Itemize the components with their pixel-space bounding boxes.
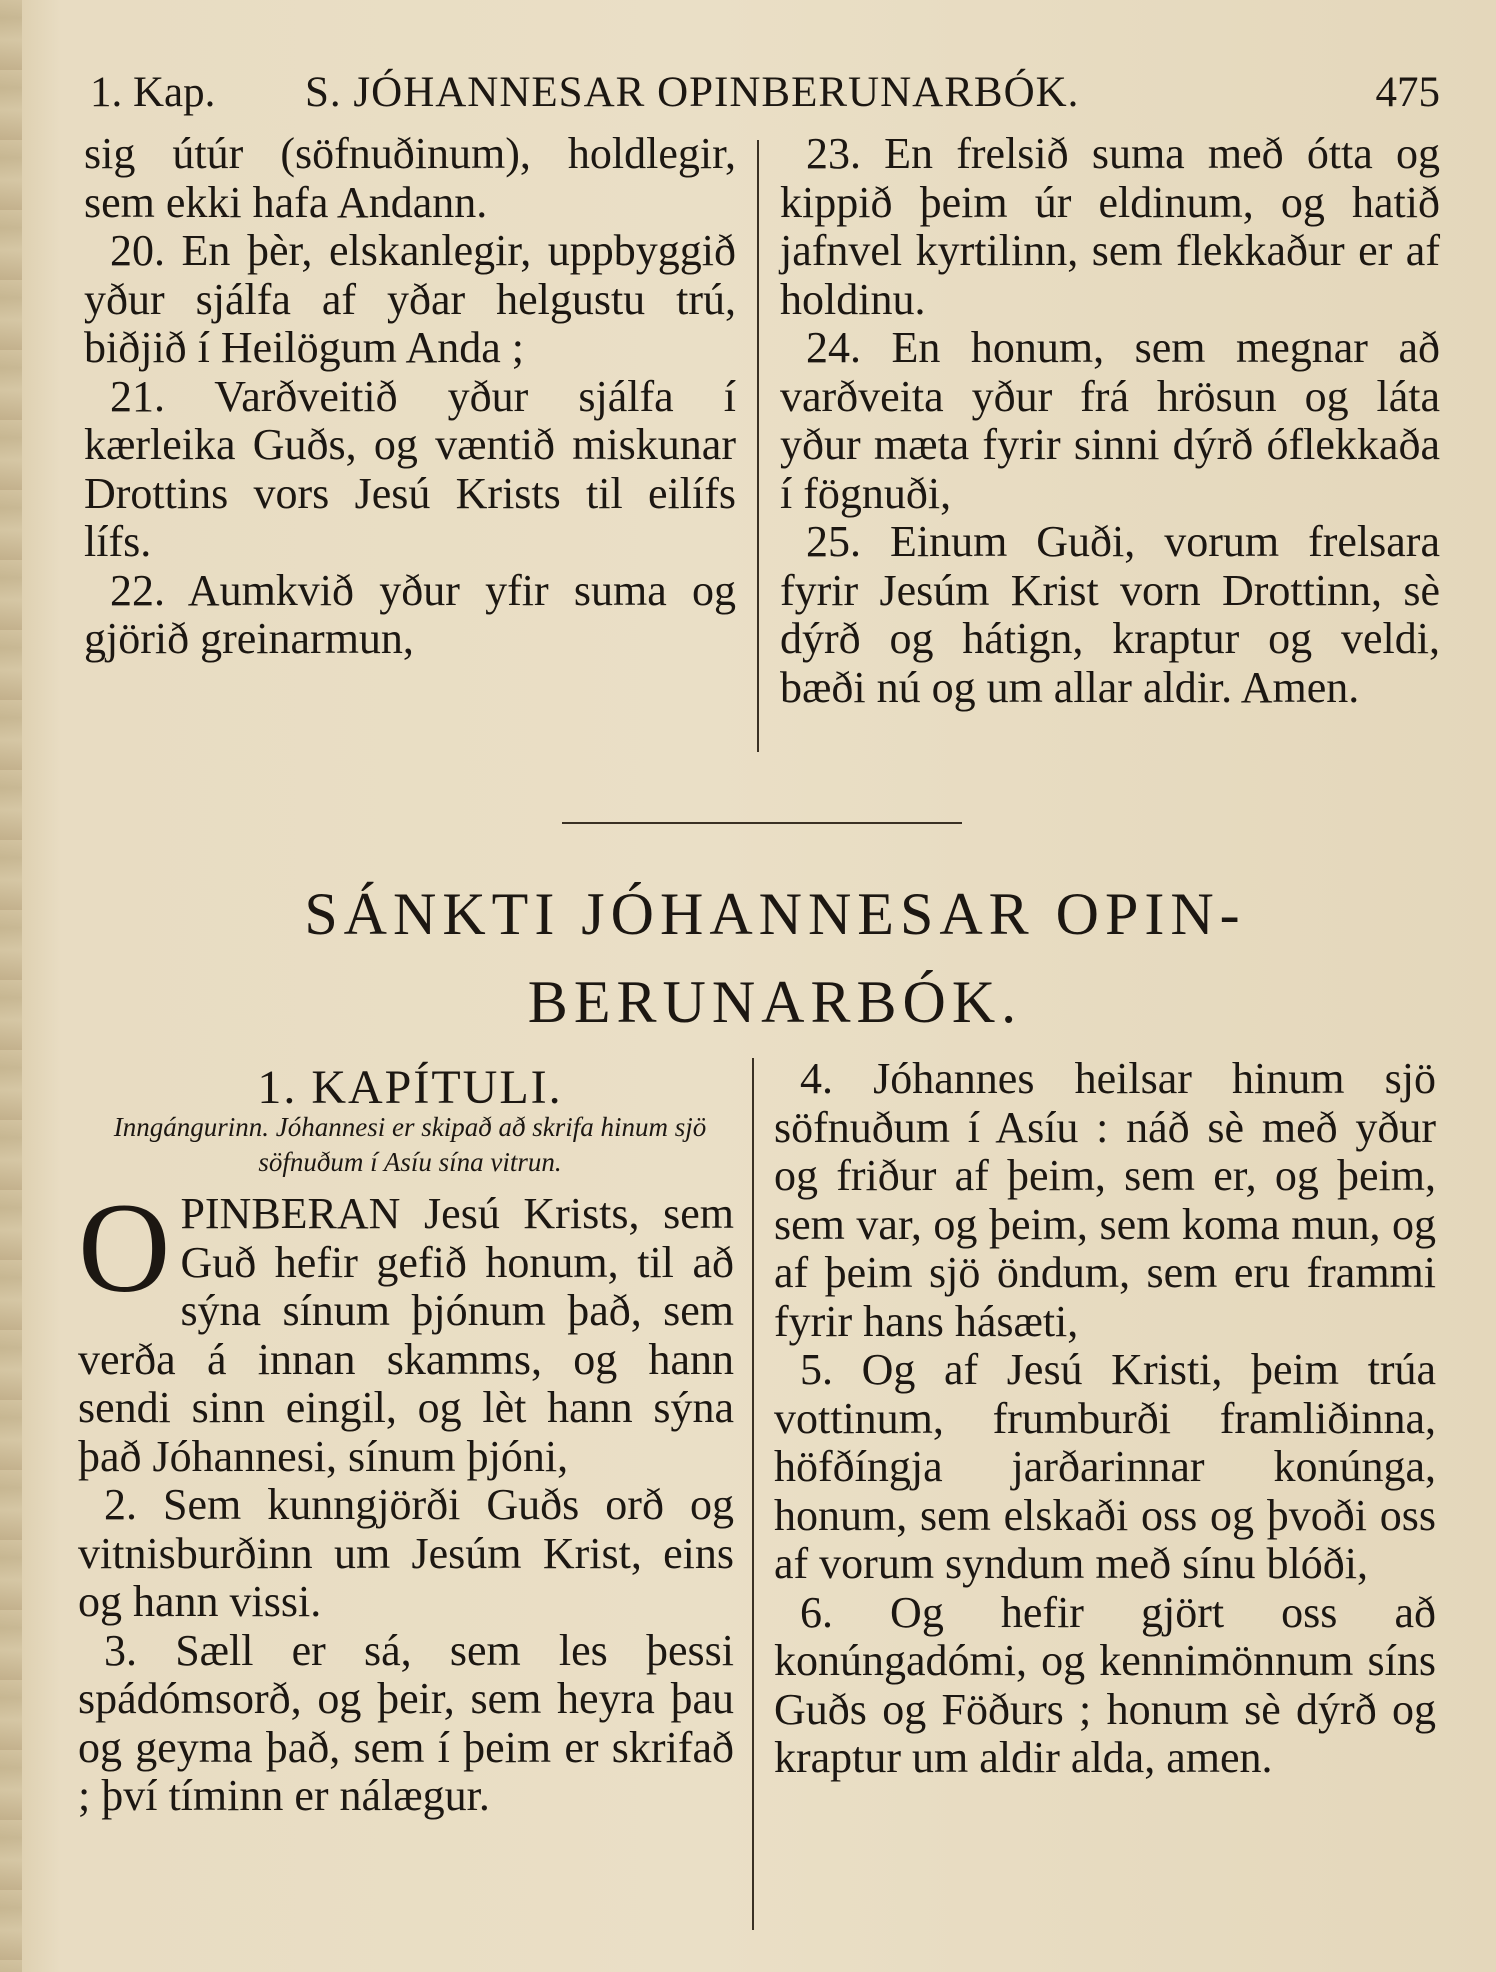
chapter-heading: 1. KAPÍTULI. <box>257 1061 563 1114</box>
verse-1-text: PINBERAN Jesú Krists, sem Guð hefir gefið honum, til að sýna sínum þjónum það, sem verða á innan skamms, og hann sendi sinn eingil, og lèt hann sýna það Jóhannesi, sínum þjóni, <box>78 1189 734 1481</box>
header-chapter: 1. Kap. <box>90 69 216 116</box>
drop-cap: O <box>78 1177 171 1319</box>
binding-edge <box>0 0 22 1972</box>
running-head <box>90 62 1440 122</box>
bottom-left-column <box>78 1177 734 1821</box>
book-title-line2: BERUNARBÓK. <box>527 969 1023 1035</box>
verse: 25. Einum Guði, vorum frelsara fyrir Jesúm Krist vorn Drottinn, sè dýrð og hátign, kraptur og veldi, bæði nú og um allar aldir. Amen. <box>780 517 1440 712</box>
top-left-column <box>84 130 736 664</box>
verse: 24. En honum, sem megnar að varðveita yður frá hrösun og láta yður mæta fyrir sinni dýrð óflekkaða í fögnuði, <box>780 323 1440 518</box>
section-separator <box>562 822 962 824</box>
column-rule-bottom <box>752 1058 754 1930</box>
verse: 23. En frelsið suma með ótta og kippið þeim úr eldinum, og hatið jafnvel kyrtilinn, sem flekkaður er af holdinu. <box>780 129 1440 324</box>
verse-1 <box>78 1177 734 1481</box>
header-title: S. JÓHANNESAR OPINBERUNARBÓK. <box>305 69 1080 116</box>
book-title <box>100 870 1450 1046</box>
top-right-column <box>780 130 1440 712</box>
bottom-right-column <box>774 1055 1436 1783</box>
page-number: 475 <box>1375 69 1440 116</box>
chapter-summary: Inngángurinn. Jóhannesi er skipað að skrifa hinum sjö söfnuðum í Asíu sína vitrun. <box>113 1112 707 1177</box>
verse: 5. Og af Jesú Kristi, þeim trúa vottinum, frumburði framliðinna, höfðíngja jarðarinnar konúnga, honum, sem elskaði oss og þvoði oss af vorum syndum með sínu blóði, <box>774 1345 1436 1588</box>
paragraph: sig útúr (söfnuðinum), holdlegir, sem ekki hafa Andann. <box>84 129 736 227</box>
verse: 4. Jóhannes heilsar hinum sjö söfnuðum í Asíu : náð sè með yður og friður af þeim, sem er, og þeim, sem var, og þeim, sem koma mun, og af þeim sjö öndum, sem eru frammi fyrir hans hásæti, <box>774 1054 1436 1346</box>
book-title-line1: SÁNKTI JÓHANNESAR OPIN- <box>304 881 1246 947</box>
verse: 2. Sem kunngjörði Guðs orð og vitnisburðinn um Jesúm Krist, eins og hann vissi. <box>78 1480 734 1626</box>
verse: 22. Aumkvið yður yfir suma og gjörið greinarmun, <box>84 565 736 663</box>
column-rule-top <box>757 140 759 752</box>
verse: 20. En þèr, elskanlegir, uppbyggið yður sjálfa af yðar helgustu trú, biðjið í Heilögum Anda ; <box>84 226 736 372</box>
verse: 3. Sæll er sá, sem les þessi spádómsorð, og þeir, sem heyra þau og geyma það, sem í þeim er skrifað ; því tíminn er nálægur. <box>78 1625 734 1820</box>
verse: 21. Varðveitið yður sjálfa í kærleika Guðs, og væntið miskunar Drottins vors Jesú Krists til eilífs lífs. <box>84 371 736 566</box>
verse: 6. Og hefir gjört oss að konúngadómi, og kennimönnum síns Guðs og Föðurs ; honum sè dýrð og kraptur um aldir alda, amen. <box>774 1587 1436 1782</box>
